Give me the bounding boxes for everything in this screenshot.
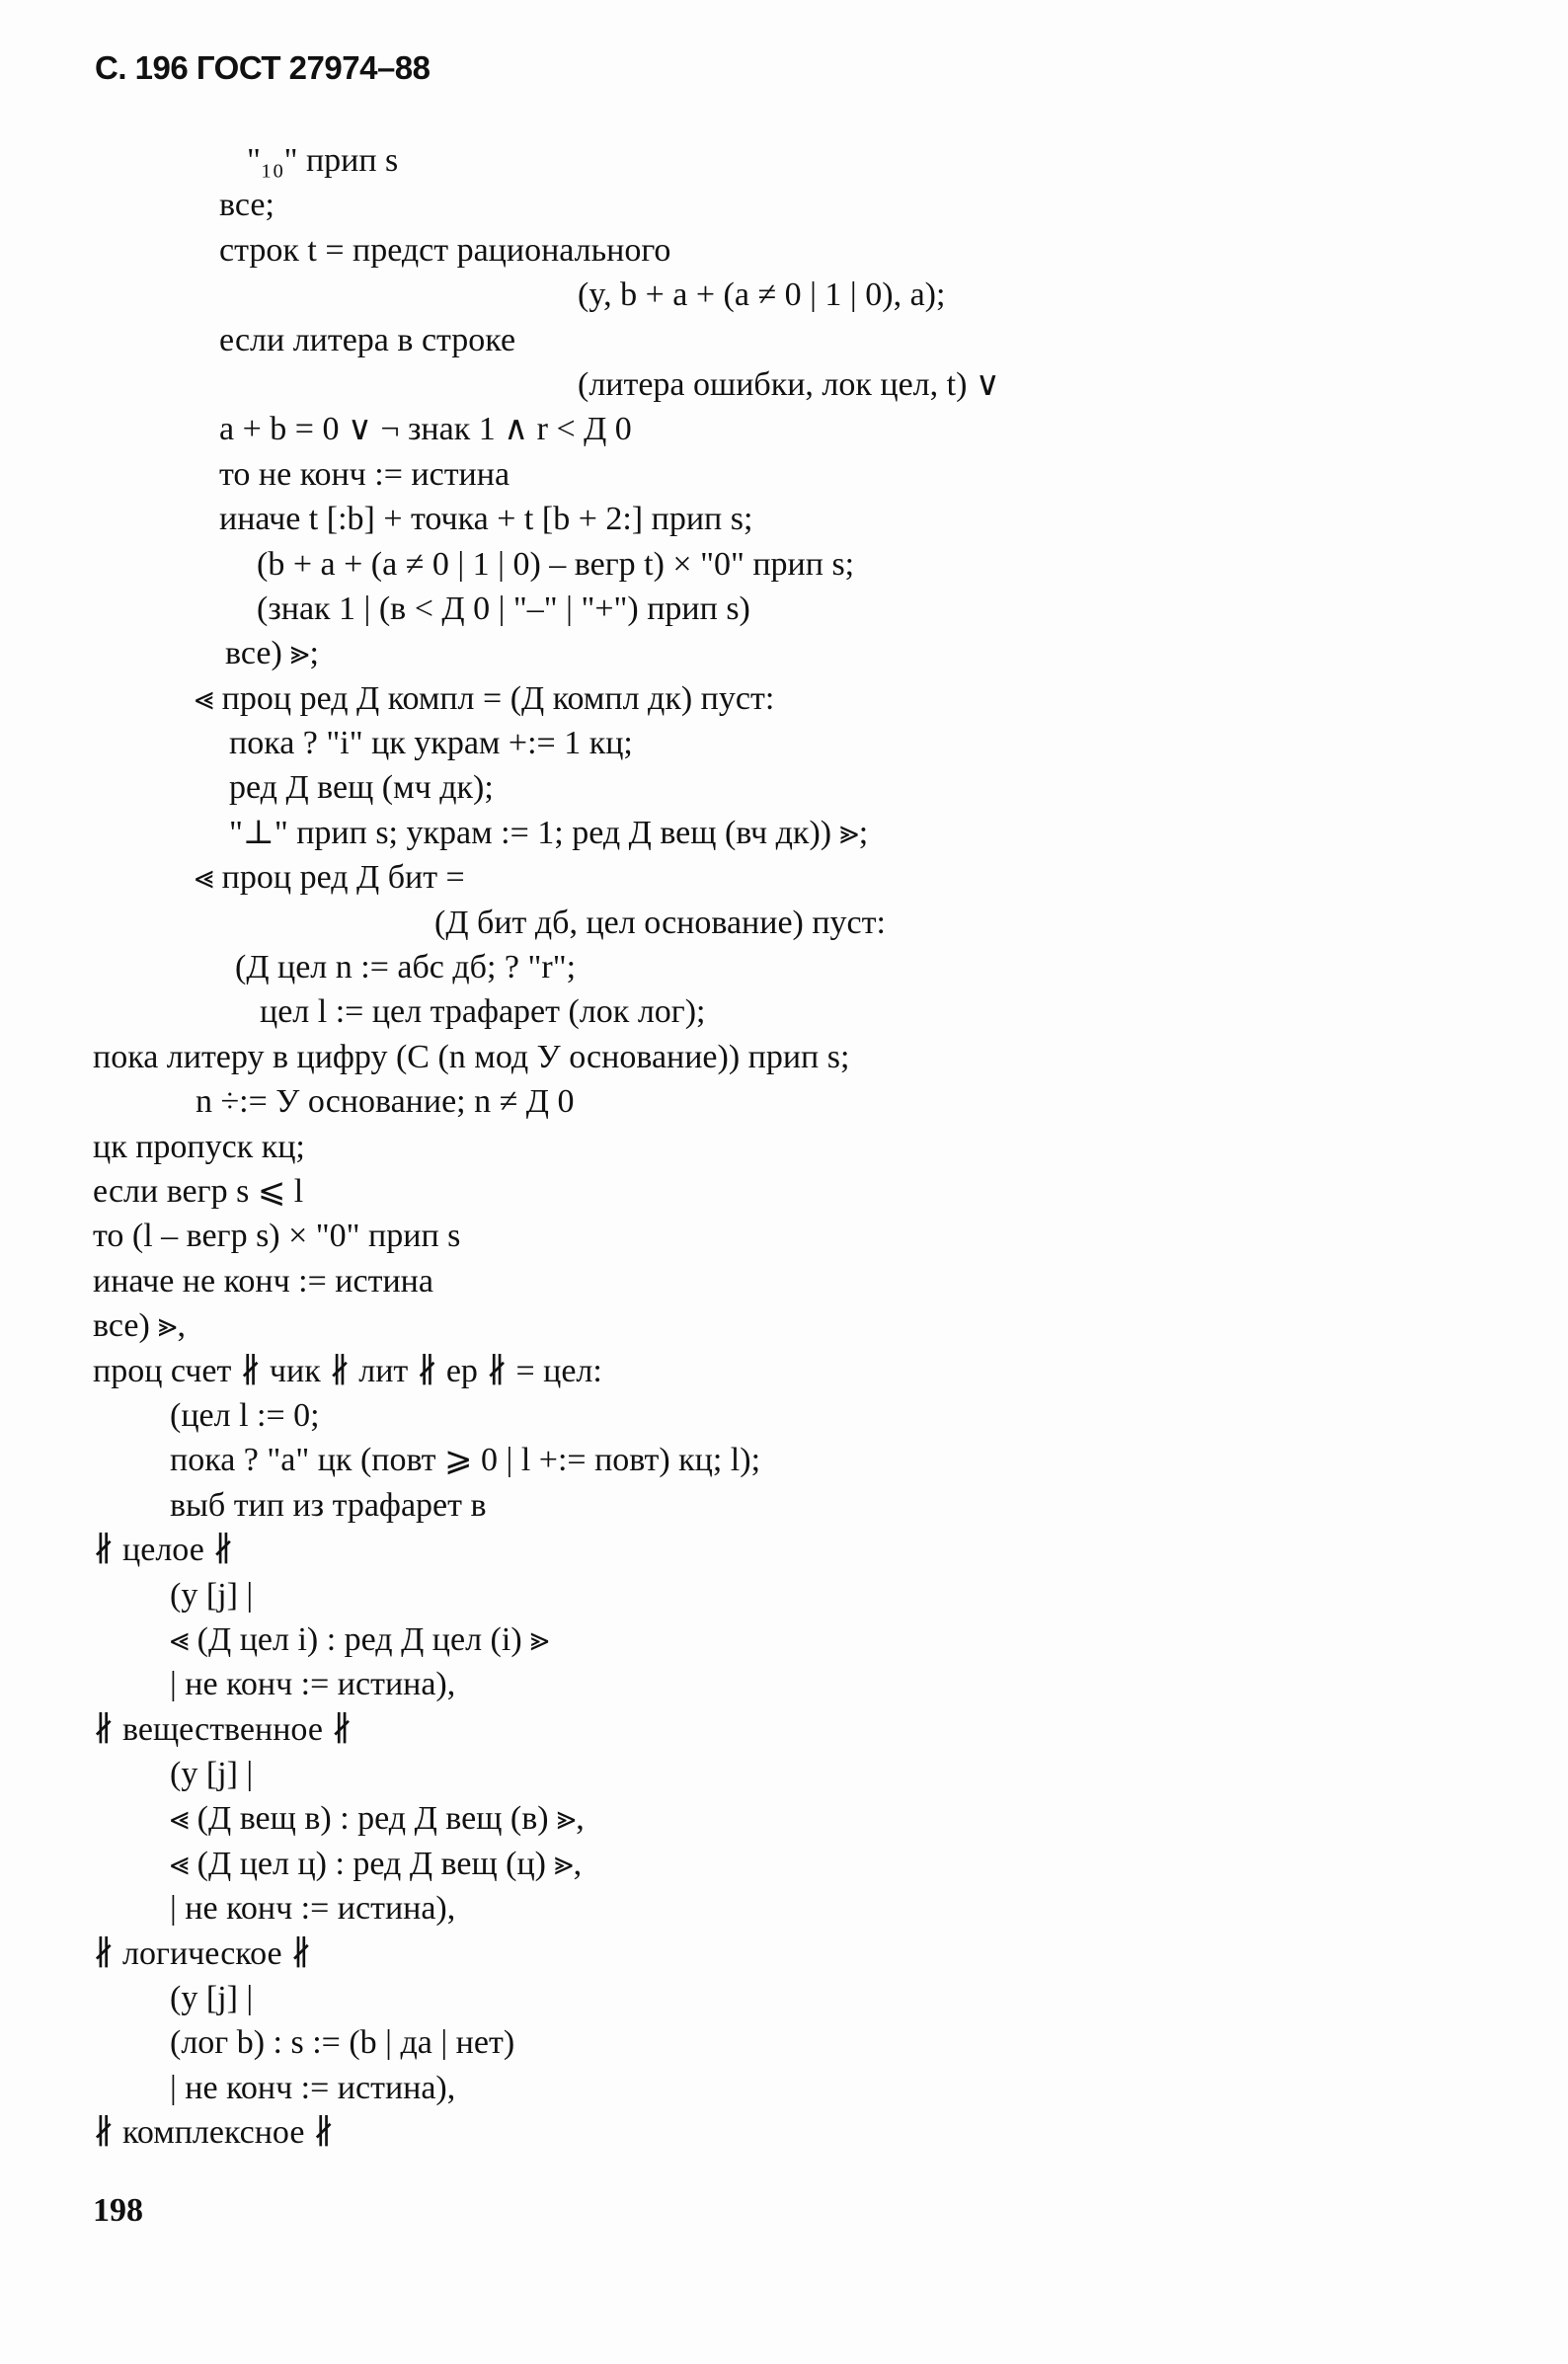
algol-code-listing — [0, 138, 1568, 2156]
code-line: все) ⪢, — [93, 1307, 186, 1345]
code-line: (y [j] | — [170, 1576, 254, 1614]
code-line: выб тип из трафарет в — [170, 1486, 487, 1524]
code-line: ⪡ (Д цел i) : ред Д цел (i) ⪢ — [170, 1620, 550, 1658]
page-header: С. 196 ГОСТ 27974–88 — [95, 49, 431, 86]
code-line: если литера в строке — [219, 321, 516, 358]
code-line: то не конч := истина — [219, 455, 510, 493]
code-line: (литера ошибки, лок цел, t) ∨ — [578, 365, 1000, 403]
code-line: строк t = предст рационального — [219, 231, 671, 269]
code-line: (b + a + (a ≠ 0 | 1 | 0) – вегр t) × "0" прип s; — [257, 545, 855, 583]
code-line: (цел l := 0; — [170, 1396, 320, 1434]
code-line: ∦ комплексное ∦ — [93, 2114, 335, 2152]
code-line: все) ⪢; — [225, 635, 319, 672]
code-line: (лог b) : s := (b | да | нет) — [170, 2024, 515, 2062]
code-line: ∦ логическое ∦ — [93, 1934, 312, 1972]
code-line: "⊥" прип s; украм := 1; ред Д вещ (вч дк)) ⪢; — [229, 814, 869, 851]
code-line: "₁₀" прип s — [247, 142, 399, 179]
code-line: ∦ вещественное ∦ — [93, 1710, 353, 1748]
code-line: ⪡ (Д цел ц) : ред Д вещ (ц) ⪢, — [170, 1845, 583, 1882]
code-line: все; — [219, 187, 274, 224]
code-line: ∦ целое ∦ — [93, 1532, 234, 1569]
page-number: 198 — [93, 2192, 143, 2229]
code-line: ⪡ проц ред Д компл = (Д компл дк) пуст: — [195, 679, 775, 717]
code-line: пока литеру в цифру (С (n мод У основание)) прип s; — [93, 1038, 850, 1075]
code-line: (y [j] | — [170, 1756, 254, 1793]
code-line: ред Д вещ (мч дк); — [229, 769, 494, 807]
code-line: проц счет ∦ чик ∦ лит ∦ ер ∦ = цел: — [93, 1352, 602, 1389]
code-line: (y [j] | — [170, 1980, 254, 2017]
code-line: цел l := цел трафарет (лок лог); — [260, 993, 706, 1031]
code-line: a + b = 0 ∨ ¬ знак 1 ∧ r < Д 0 — [219, 411, 632, 448]
code-line: ⪡ проц ред Д бит = — [195, 859, 465, 897]
code-line: (y, b + a + (a ≠ 0 | 1 | 0), a); — [578, 276, 946, 314]
code-line: (Д цел n := абс дб; ? "r"; — [235, 949, 577, 986]
code-line: n ÷:= У основание; n ≠ Д 0 — [196, 1083, 575, 1121]
code-line: если вегр s ⩽ l — [93, 1172, 304, 1210]
code-line: | не конч := истина), — [170, 1890, 456, 1928]
code-line: | не конч := истина), — [170, 1666, 456, 1703]
code-line: иначе не конч := истина — [93, 1262, 433, 1300]
code-line: иначе t [:b] + точка + t [b + 2:] прип s; — [219, 501, 753, 538]
code-line: (знак 1 | (в < Д 0 | "–" | "+") прип s) — [257, 590, 750, 627]
code-line: | не конч := истина), — [170, 2069, 456, 2106]
code-line: цк пропуск кц; — [93, 1128, 305, 1165]
code-line: пока ? "i" цк украм +:= 1 кц; — [229, 725, 633, 762]
code-line: то (l – вегр s) × "0" прип s — [93, 1218, 461, 1255]
code-line: пока ? "а" цк (повт ⩾ 0 | l +:= повт) кц; l); — [170, 1442, 761, 1479]
code-line: ⪡ (Д вещ в) : ред Д вещ (в) ⪢, — [170, 1800, 585, 1838]
code-line: (Д бит дб, цел основание) пуст: — [434, 904, 886, 941]
